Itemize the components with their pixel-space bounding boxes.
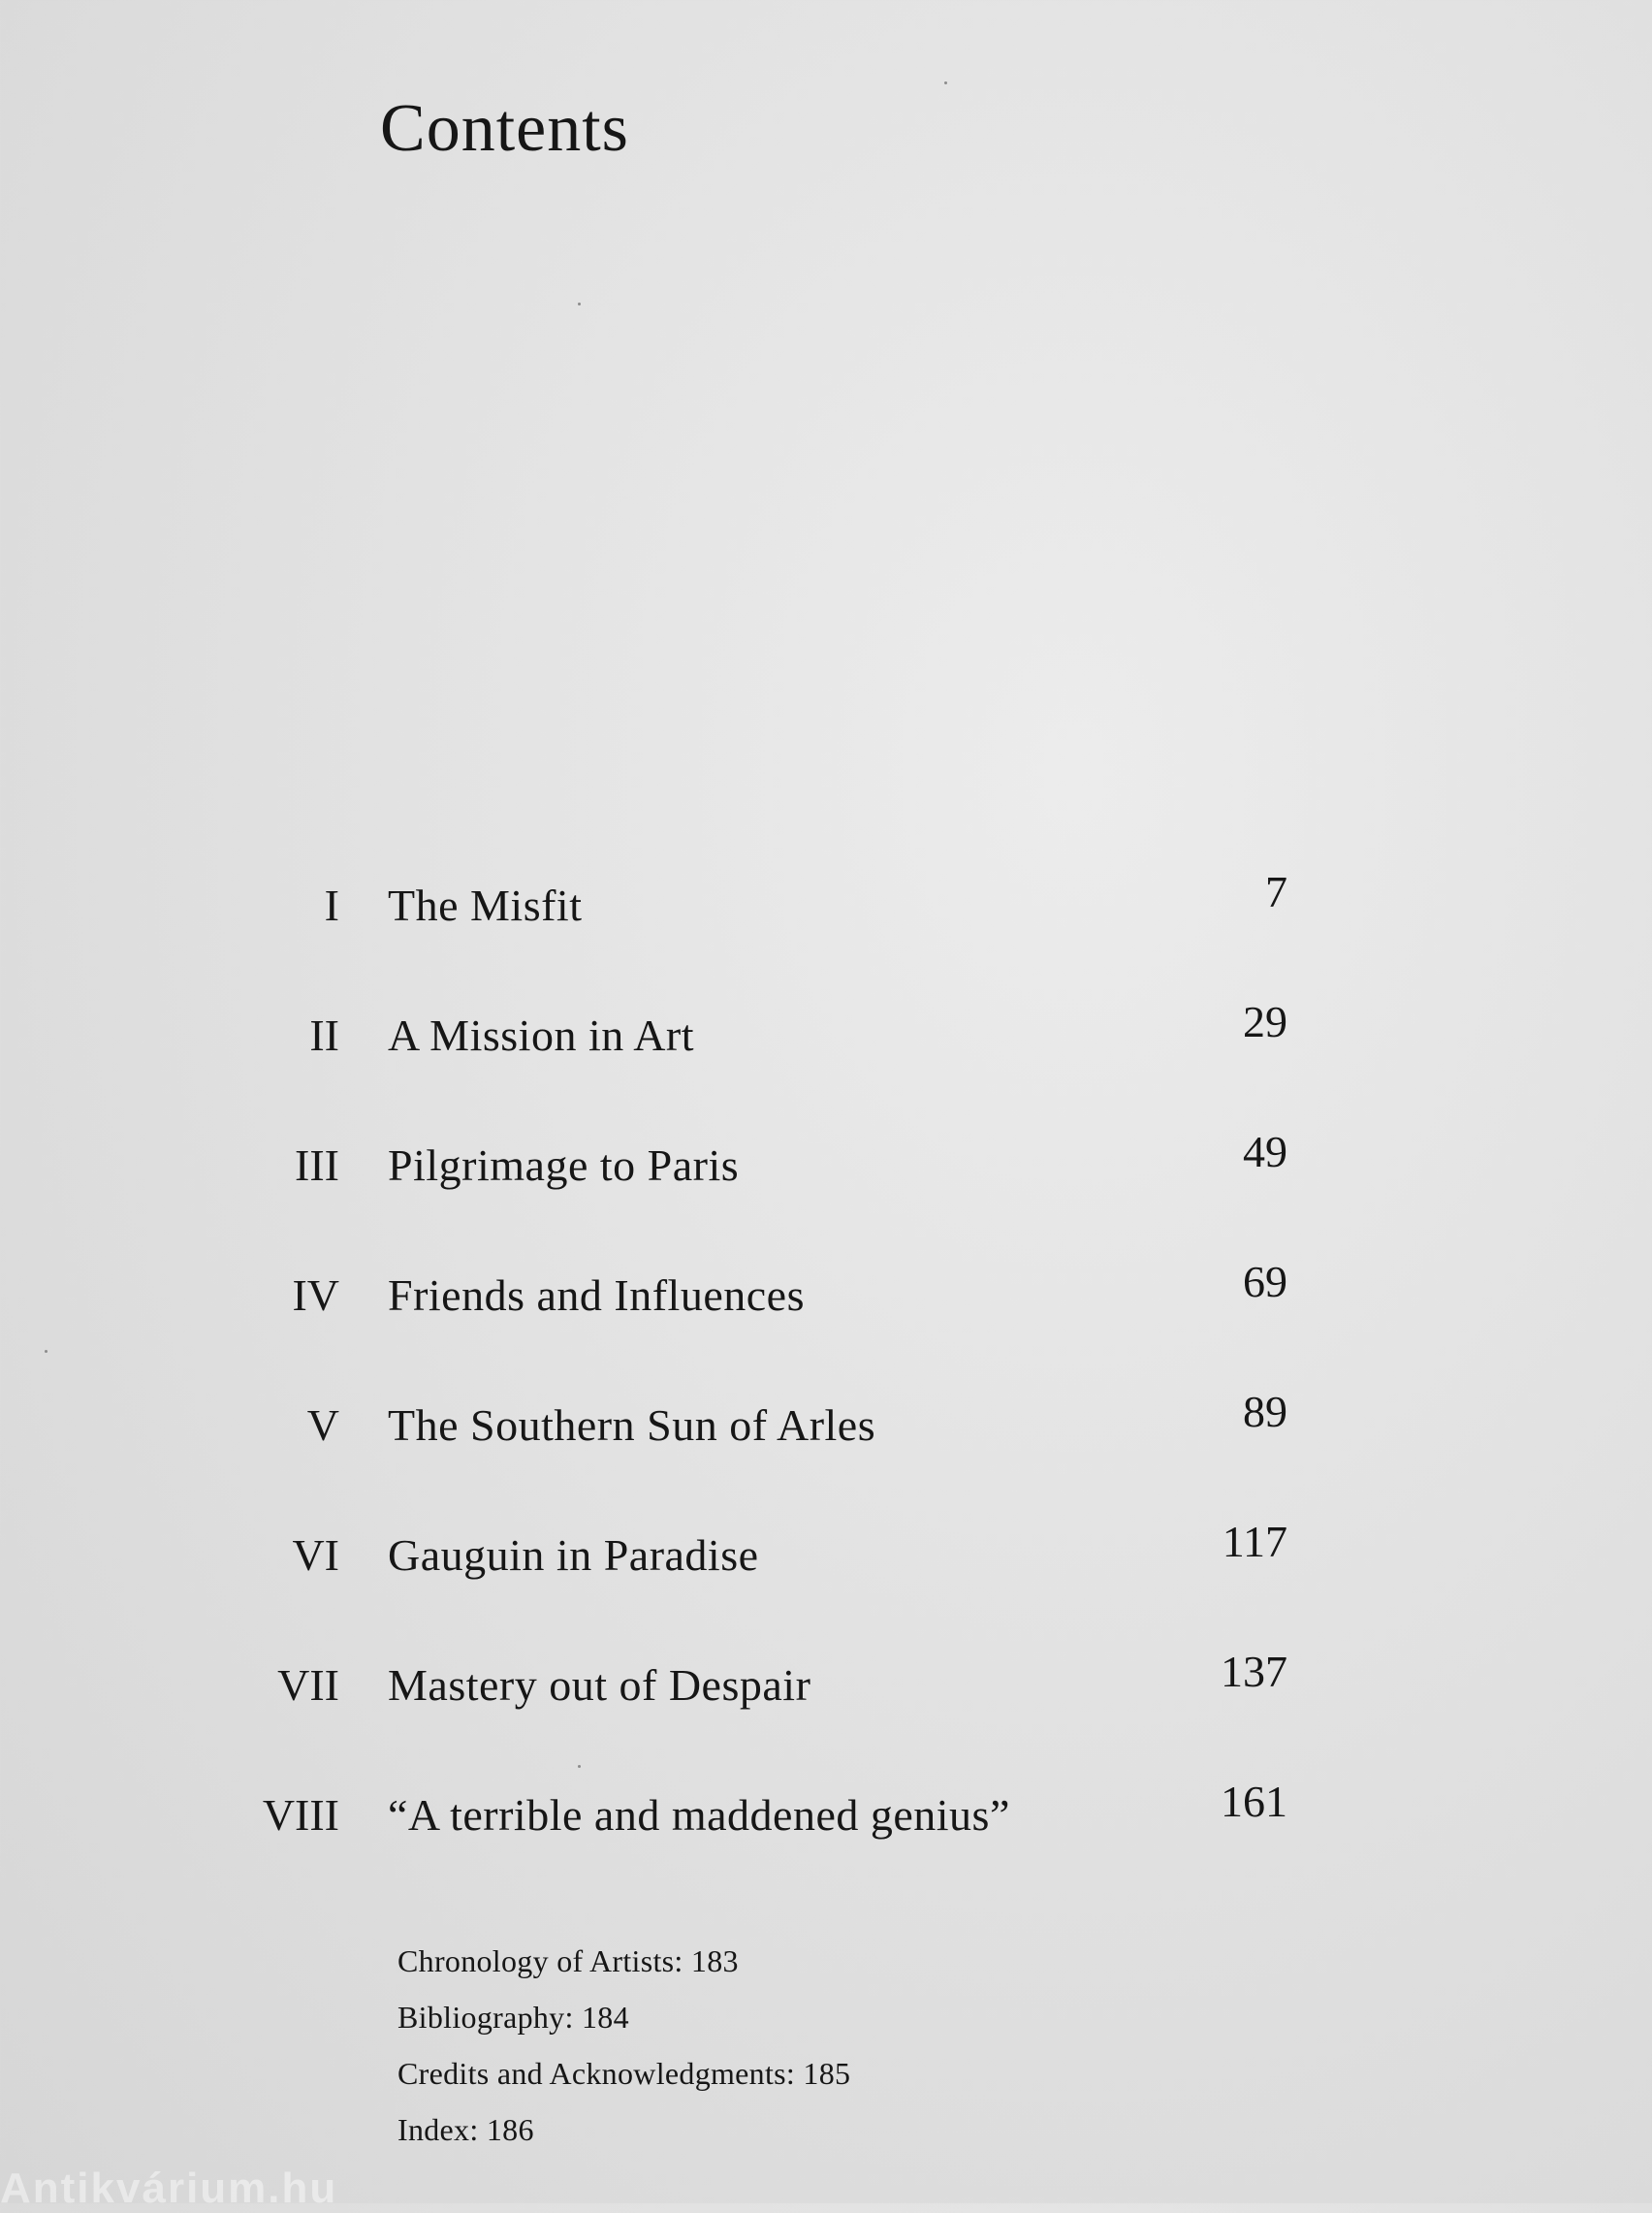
- chapter-number: I: [324, 881, 339, 930]
- back-matter-chronology: Chronology of Artists: 183: [397, 1943, 739, 1978]
- chapter-title: A Mission in Art: [388, 1010, 695, 1060]
- chapter-number: III: [295, 1140, 339, 1190]
- chapter-title: The Misfit: [388, 881, 583, 930]
- toc-row-chapter-6: [0, 1517, 1652, 1616]
- chapter-page-number: 117: [1222, 1517, 1287, 1566]
- chapter-title: Friends and Influences: [388, 1270, 805, 1320]
- toc-row-chapter-2: [0, 997, 1652, 1096]
- toc-row-chapter-5: [0, 1387, 1652, 1486]
- paper-speck: [45, 1350, 48, 1353]
- chapter-title: The Southern Sun of Arles: [388, 1400, 876, 1450]
- chapter-title: Gauguin in Paradise: [388, 1530, 759, 1580]
- back-matter-bibliography: Bibliography: 184: [397, 2000, 629, 2035]
- back-matter-credits: Credits and Acknowledgments: 185: [397, 2056, 851, 2091]
- paper-speck: [578, 1765, 581, 1768]
- toc-row-chapter-3: [0, 1127, 1652, 1226]
- toc-row-chapter-1: [0, 867, 1652, 966]
- chapter-number: VIII: [262, 1790, 339, 1840]
- chapter-page-number: 29: [1243, 997, 1287, 1046]
- toc-row-chapter-8: [0, 1777, 1652, 1876]
- back-matter-index: Index: 186: [397, 2112, 534, 2147]
- chapter-number: IV: [292, 1270, 339, 1320]
- watermark: Antikvárium.hu: [0, 2165, 338, 2212]
- chapter-number: VI: [292, 1530, 339, 1580]
- page-title: Contents: [380, 91, 629, 166]
- chapter-number: V: [306, 1400, 339, 1450]
- toc-row-chapter-7: [0, 1647, 1652, 1746]
- chapter-page-number: 49: [1243, 1127, 1287, 1176]
- back-matter-list: [397, 1933, 850, 2158]
- chapter-page-number: 161: [1221, 1777, 1287, 1826]
- chapter-page-number: 137: [1221, 1647, 1287, 1696]
- chapter-number: VII: [277, 1660, 339, 1710]
- chapter-page-number: 69: [1243, 1257, 1287, 1306]
- chapter-page-number: 7: [1265, 867, 1287, 916]
- chapter-title: Mastery out of Despair: [388, 1660, 811, 1710]
- toc-row-chapter-4: [0, 1257, 1652, 1356]
- paper-speck: [578, 303, 581, 305]
- paper-speck: [944, 81, 947, 84]
- chapter-page-number: 89: [1243, 1387, 1287, 1436]
- chapter-number: II: [309, 1010, 339, 1060]
- chapter-title: “A terrible and maddened genius”: [388, 1790, 1010, 1840]
- chapter-title: Pilgrimage to Paris: [388, 1140, 740, 1190]
